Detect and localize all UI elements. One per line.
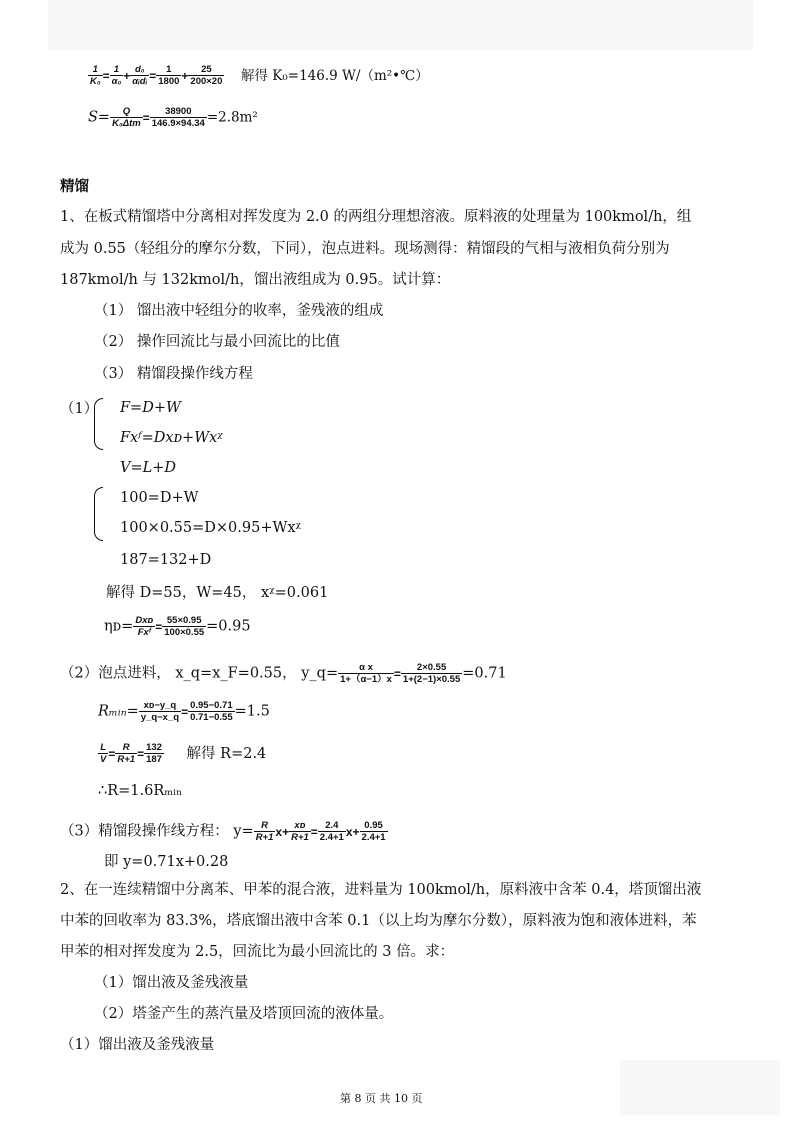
sol2-conclusion: ∴R=1.6Rₘᵢₙ xyxy=(98,783,183,799)
problem1-line1: 1、在板式精馏塔中分离相对挥发度为 2.0 的两组分理想溶液。原料液的处理量为 100kmol/h，组 xyxy=(60,209,692,225)
k-equation: $\frac{1}{\text{K₀}}$ = $\frac{1}{\text{α₀}}$ + d₀ αᵢdᵢ = $\frac{1}{1800}$ + $\frac{25}{200\times 20}$ 解得 K₀=146.9 W/（m²•℃） xyxy=(90,64,429,87)
sol1-eta: ηᴅ= Dxᴅ Fxᶠ = $\frac{55\times 0.95}{100\times 0.55}$ =0.95 xyxy=(104,615,251,638)
brace-2 xyxy=(94,487,103,541)
sol1-eqE: 100×0.55=D×0.95+Wxᵡ xyxy=(120,520,302,536)
problem2-item1: （1）馏出液及釜残液量 xyxy=(94,975,249,991)
sol1-label: （1） xyxy=(60,401,99,417)
problem2-sol-start: （1）馏出液及釜残液量 xyxy=(60,1037,215,1053)
sol2-lv: $\frac{L}{V}$ = $\frac{R}{R+1}$ = $\frac{132}{187}$ 解得 R=2.4 xyxy=(100,742,267,765)
sol1-eqF: 187=132+D xyxy=(120,552,212,568)
section-title: 精馏 xyxy=(60,179,89,195)
sol1-result: 解得 D=55，W=45， xᵡ=0.061 xyxy=(106,585,329,601)
problem1-line2: 成为 0.55（轻组分的摩尔分数，下同），泡点进料。现场测得：精馏段的气相与液相负荷分别为 xyxy=(60,241,670,257)
brace-1 xyxy=(94,398,103,450)
page-footer: 第 8 页 共 10 页 xyxy=(340,1092,423,1105)
sol3-equation: （3）精馏段操作线方程： y= $\frac{R}{R+1}$ x+ $\frac{\text{xᴅ}}{R+1}$ = $\frac{2.4}{2.4+1}$ x+ $\frac{0.95}{2.4+1}$ xyxy=(60,820,386,843)
problem1-item3: （3） 精馏段操作线方程 xyxy=(94,366,253,382)
problem2-line2: 中苯的回收率为 83.3%，塔底馏出液中含苯 0.1（以上均为摩尔分数），原料液为饱和液体进料，苯 xyxy=(60,913,697,929)
problem2-item2: （2）塔釜产生的蒸汽量及塔顶回流的液体量。 xyxy=(94,1006,394,1022)
problem2-line1: 2、在一连续精馏中分离苯、甲苯的混合液，进料量为 100kmol/h，原料液中含苯 0.4，塔顶馏出液 xyxy=(60,882,702,898)
header-band xyxy=(48,0,753,50)
sol1-eqC: V=L+D xyxy=(120,460,177,476)
s-equation: S= Q K₀Δtm = $\frac{38900}{146.9\times 94.34}$ =2.8m² xyxy=(88,106,258,129)
sol3-result: 即 y=0.71x+0.28 xyxy=(104,854,229,870)
footer-band xyxy=(620,1060,780,1115)
sol1-eqB: Fxᶠ=Dxᴅ+Wxᵡ xyxy=(120,430,223,446)
problem1-item1: （1） 馏出液中轻组分的收率，釜残液的组成 xyxy=(94,303,384,319)
problem2-line3: 甲苯的相对挥发度为 2.5，回流比为最小回流比的 3 倍。求： xyxy=(60,944,455,960)
sol1-eqD: 100=D+W xyxy=(120,490,199,506)
sol1-eqA: F=D+W xyxy=(120,400,181,416)
problem1-item2: （2） 操作回流比与最小回流比的比值 xyxy=(94,334,340,350)
problem1-line3: 187kmol/h 与 132kmol/h，馏出液组成为 0.95。试计算： xyxy=(60,272,451,288)
sol2-rmin: Rₘᵢₙ= $\frac{\text{xᴅ−y\_q}}{y\_q-x\_q}$ = $\frac{0.95-0.71}{0.71-0.55}$ =1.5 xyxy=(98,700,270,723)
sol2-line1: （2）泡点进料， x_q=x_F=0.55， y_q= $\frac{\text{α x}}{1+(\alpha-1)x}$ = $\frac{2\times 0.55}{1+(2-1)\times 0.55}$ =0.71 xyxy=(60,662,507,685)
